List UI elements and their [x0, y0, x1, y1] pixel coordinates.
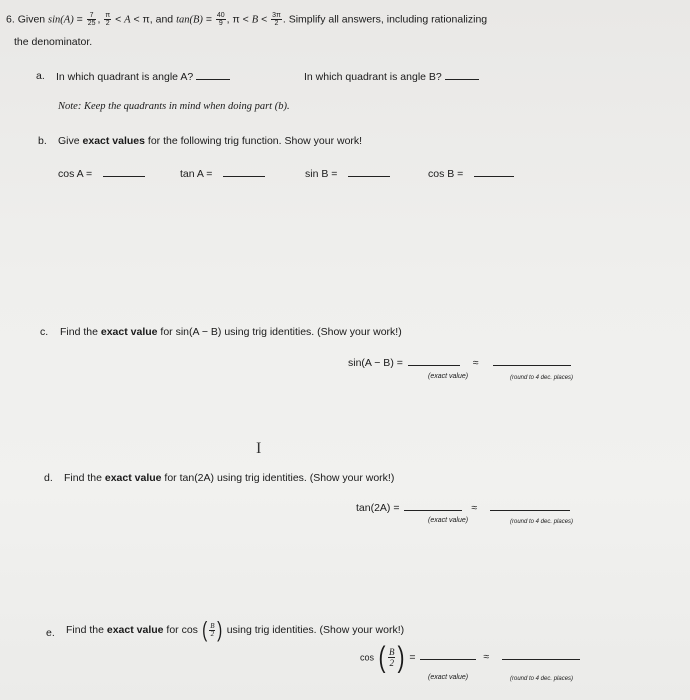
answer-blank-sin-a-minus-b-exact[interactable]: [408, 356, 460, 366]
part-d-exact-label: (exact value): [428, 517, 469, 524]
part-a-question-2: In which quadrant is angle B?: [304, 70, 479, 83]
b-over-2-fraction: $\frac{B}{2}$: [210, 621, 215, 638]
part-e-exact-label: (exact value): [428, 674, 469, 681]
part-e-label: e.: [46, 627, 55, 639]
part-d-round-label: (round to 4 dec. places): [510, 519, 574, 525]
instruction-text: . Simplify all answers, including rationalizing: [282, 13, 488, 26]
pi-over-2-fraction: $\frac{\pi}{2}$: [105, 12, 111, 27]
part-d-instruction: Find the exact value for tan(2A) using trig identities. (Show your work!): [64, 472, 395, 484]
part-d-answer-line: tan(2A) = ≈: [356, 501, 570, 514]
part-e-instruction: Find the exact value for cos ( $\frac{B}{2}$ ) using trig identities. (Show your work!): [66, 617, 405, 642]
sin-a-fraction: $\frac{7}{25}$: [87, 12, 96, 27]
part-c-label: c.: [40, 326, 49, 338]
answer-blank-cos-b[interactable]: [474, 167, 514, 177]
tan-a-item: tan A =: [180, 167, 265, 180]
part-c-answer-line: sin(A − B) = ≈: [348, 356, 571, 369]
part-a-label: a.: [36, 70, 45, 82]
tan-b-fraction: $\frac{40}{9}$: [216, 12, 225, 27]
problem-number: 6.: [6, 13, 15, 26]
cos-a-item: cos A =: [58, 167, 145, 180]
answer-blank-tan-2a-exact[interactable]: [404, 501, 462, 511]
part-a-question-1: In which quadrant is angle A?: [56, 70, 230, 83]
sin-b-item: sin B =: [305, 167, 390, 180]
part-b-label: b.: [38, 135, 47, 147]
answer-blank-tan-2a-rounded[interactable]: [490, 501, 570, 511]
cos-b-item: cos B =: [428, 167, 514, 180]
tan-b-func: tan(B): [176, 14, 203, 26]
part-c-exact-label: (exact value): [428, 373, 469, 380]
problem-statement: 6. Given sin(A) = $\frac{7}{25}$ , $\frac{\pi}{2}$ < A < π, and tan(B) = $\frac{40}{9}$ , π < B < $\frac{3\pi}{2}$ . Simplify all answers, including rationalizing: [6, 12, 488, 27]
answer-blank-sin-b[interactable]: [348, 167, 390, 177]
part-b-instruction: Give exact values for the following trig function. Show your work!: [58, 135, 363, 147]
part-c-round-label: (round to 4 dec. places): [510, 375, 574, 381]
part-c-instruction: Find the exact value for sin(A − B) using trig identities. (Show your work!): [60, 326, 402, 338]
part-e-answer-line: cos ( $\frac{B}{2}$ ) = ≈: [360, 647, 580, 668]
answer-blank-quadrant-a[interactable]: [196, 70, 230, 80]
part-e-round-label: (round to 4 dec. places): [510, 676, 574, 682]
part-a-note: Note: Keep the quadrants in mind when doing part (b).: [58, 101, 290, 112]
given-word: Given: [17, 13, 46, 26]
answer-blank-tan-a[interactable]: [223, 167, 265, 177]
three-pi-over-2-fraction: $\frac{3\pi}{2}$: [272, 12, 281, 27]
answer-blank-cos-a[interactable]: [103, 167, 145, 177]
part-d-label: d.: [44, 472, 53, 484]
problem-statement-line2: the denominator.: [14, 36, 93, 48]
sin-a-func: sin(A): [48, 14, 74, 26]
answer-blank-sin-a-minus-b-rounded[interactable]: [493, 356, 571, 366]
answer-blank-quadrant-b[interactable]: [445, 70, 479, 80]
answer-blank-cos-b-half-rounded[interactable]: [502, 650, 580, 660]
text-cursor-icon: I: [256, 440, 262, 457]
answer-blank-cos-b-half-exact[interactable]: [420, 650, 476, 660]
